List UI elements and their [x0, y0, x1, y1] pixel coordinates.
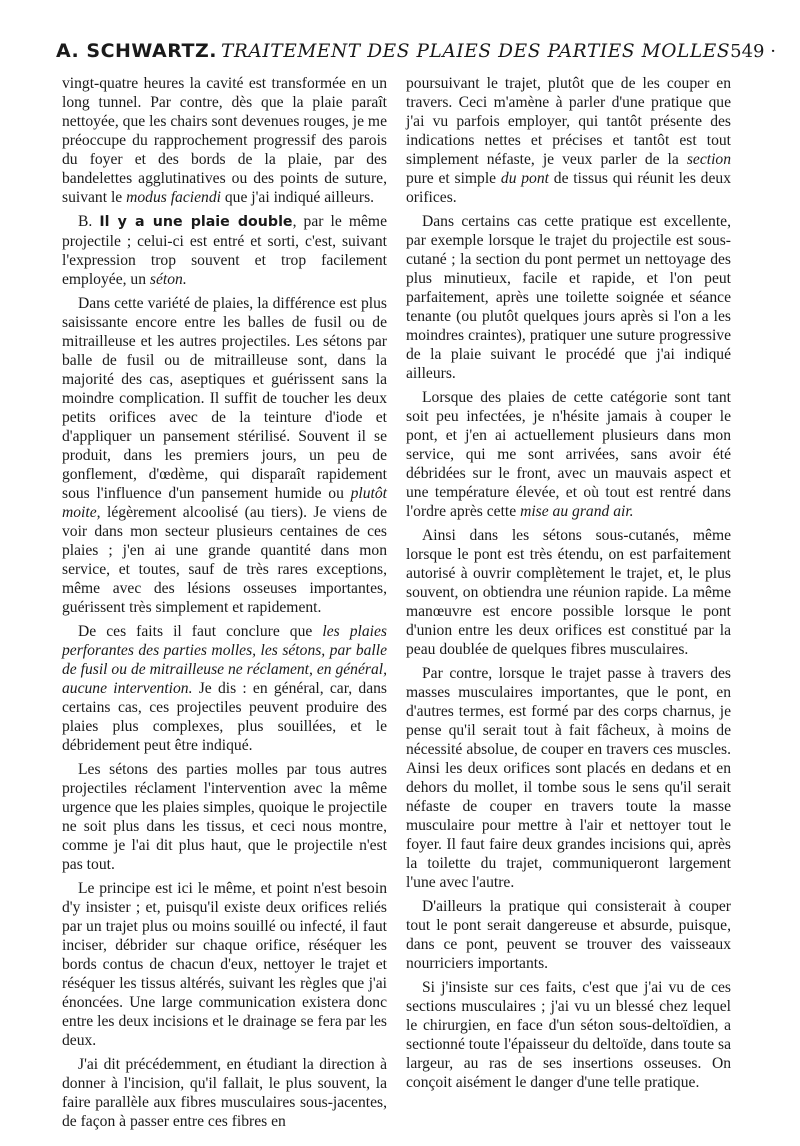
running-title: TRAITEMENT DES PLAIES DES PARTIES MOLLES — [220, 41, 731, 62]
paragraph: Les sétons des parties molles par tous autres projectiles réclament l'intervention avec la même urgence que les plaies simples, quoique le projectile ne soit plus dans les tissus, et ceci nous montre, comme je l'ai dit plus haut, que le projectile n'est pas tout. — [62, 761, 387, 873]
paragraph: J'ai dit précédemment, en étudiant la direction à donner à l'incision, qu'il fallait, le plus souvent, la faire parallèle aux fibres musculaires sous-jacentes, de façon à passer entre ces fibres en — [62, 1056, 387, 1130]
section-label: B. — [78, 213, 93, 230]
paragraph: Par contre, lorsque le trajet passe à travers des masses musculaires importantes, que le pont, en d'autres termes, est formé par des corps charnus, je pense qu'il serait tout à fait fâcheux, à moins de nécessité absolue, de couper en travers ces muscles. Ainsi les deux orifices sont placés en dedans et en dehors du mollet, il tombe sous le sens qu'il serait néfaste de couper en travers toute la masse musculaire pour mettre à l'air et nettoyer tout le foyer. Il faut faire deux grandes incisions qui, après la toilette du trajet, communiqueront largement l'une avec l'autre. — [406, 665, 731, 891]
right-column — [406, 74, 731, 1091]
author-name: A. SCHWARTZ. — [56, 40, 217, 62]
page-number: 549 · — [730, 41, 776, 62]
paragraph: Si j'insiste sur ces faits, c'est que j'ai vu de ces sections musculaires ; j'ai vu un blessé chez lequel le chirurgien, en face d'un séton sous-deltoïdien, a sectionné toute l'épaisseur du deltoïde, dans toute sa largeur, au ras de ses insertions osseuses. On conçoit aisément le danger d'une telle pratique. — [406, 979, 731, 1091]
paragraph: B. Il y a une plaie double, par le même projectile ; celui-ci est entré et sorti, c'est, suivant l'expression trop souvent et trop facilement employée, un séton. — [62, 213, 387, 288]
paragraph: vingt-quatre heures la cavité est transformée en un long tunnel. Par contre, dès que la plaie paraît nettoyée, que les chairs sont devenues rouges, je me préoccupe du rapprochement progressif des parois du foyer et des bords de la plaie, par des bandelettes agglutinatives ou des points de suture, suivant le modus faciendi que j'ai indiqué ailleurs. — [62, 75, 387, 206]
paragraph: Dans certains cas cette pratique est excellente, par exemple lorsque le trajet du projectile est sous-cutané ; la section du pont permet un nettoyage des plus minutieux, facile et rapide, et l'on peut parfaitement, après une toilette soignée et séance tenante (ou plutôt quelques jours après si l'on a les moindres craintes), pratiquer une suture progressive de la plaie suivant le procédé que j'ai indiqué ailleurs. — [406, 213, 731, 382]
paragraph: Dans cette variété de plaies, la différence est plus saisissante encore entre les balles de fusil ou de mitrailleuse et les autres projectiles. Les sétons par balle de fusil ou de mitrailleuse sont, dans la majorité des cas, aseptiques et guérissent sans la moindre complication. Il suffit de toucher les deux petits orifices avec de la teinture d'iode et d'appliquer un pansement stérilisé. Souvent il se produit, dans les premiers jours, un peu de gonflement, d'œdème, qui disparaît rapidement sous l'influence d'un pansement humide ou plutôt moite, légèrement alcoolisé (au tiers). Je viens de voir dans mon secteur plusieurs centaines de ces plaies ; j'en ai une grande quantité dans mon service, et toutes, sauf de très rares exceptions, même avec des lésions osseuses importantes, guérissent très simplement et rapidement. — [62, 295, 387, 616]
paragraph: De ces faits il faut conclure que les plaies perforantes des parties molles, les sétons, par balle de fusil ou de mitrailleuse ne réclament, en général, aucune intervention. Je dis : en général, car, dans certains cas, ces projectiles peuvent produire des plaies plus complexes, plus souillées, et le débridement peut être indiqué. — [62, 623, 387, 754]
left-column — [62, 74, 387, 1130]
section-heading: Il y a une plaie double — [99, 214, 293, 230]
paragraph: D'ailleurs la pratique qui consisterait à couper tout le pont serait dangereuse et absurde, puisque, dans ce pont, peuvent se trouver des vaisseaux nourriciers importants. — [406, 898, 731, 972]
running-header — [56, 40, 776, 70]
paragraph: Ainsi dans les sétons sous-cutanés, même lorsque le pont est très étendu, on est parfaitement autorisé à ouvrir complètement le trajet, et, le plus souvent, on obtiendra une réunion rapide. La même manœuvre est encore possible lorsque le pont d'union entre les deux orifices est constitué par la peau doublée de quelques fibres musculaires. — [406, 527, 731, 658]
paragraph: Lorsque des plaies de cette catégorie sont tant soit peu infectées, je n'hésite jamais à couper le pont, et j'en ai actuellement plusieurs dans mon service, qui me sont arrivées, sans avoir été débridées sur le front, avec un mauvais aspect et une température élevée, et où tout est rentré dans l'ordre après cette mise au grand air. — [406, 389, 731, 520]
paragraph: poursuivant le trajet, plutôt que de les couper en travers. Ceci m'amène à parler d'une pratique que j'ai vu parfois employer, qui tantôt présente des indications nettes et précises et tantôt est tout simplement néfaste, je veux parler de la section pure et simple du pont de tissus qui réunit les deux orifices. — [406, 75, 731, 206]
paragraph: Le principe est ici le même, et point n'est besoin d'y insister ; et, puisqu'il existe deux orifices reliés par un trajet plus ou moins souillé ou infecté, il faut inciser, débrider sur chaque orifice, réséquer les bords contus de chacun d'eux, nettoyer le trajet et réséquer les tissus altérés, suivant les règles que j'ai énoncées. Une large communication existera donc entre les deux incisions et le drainage se fera par les deux. — [62, 880, 387, 1049]
